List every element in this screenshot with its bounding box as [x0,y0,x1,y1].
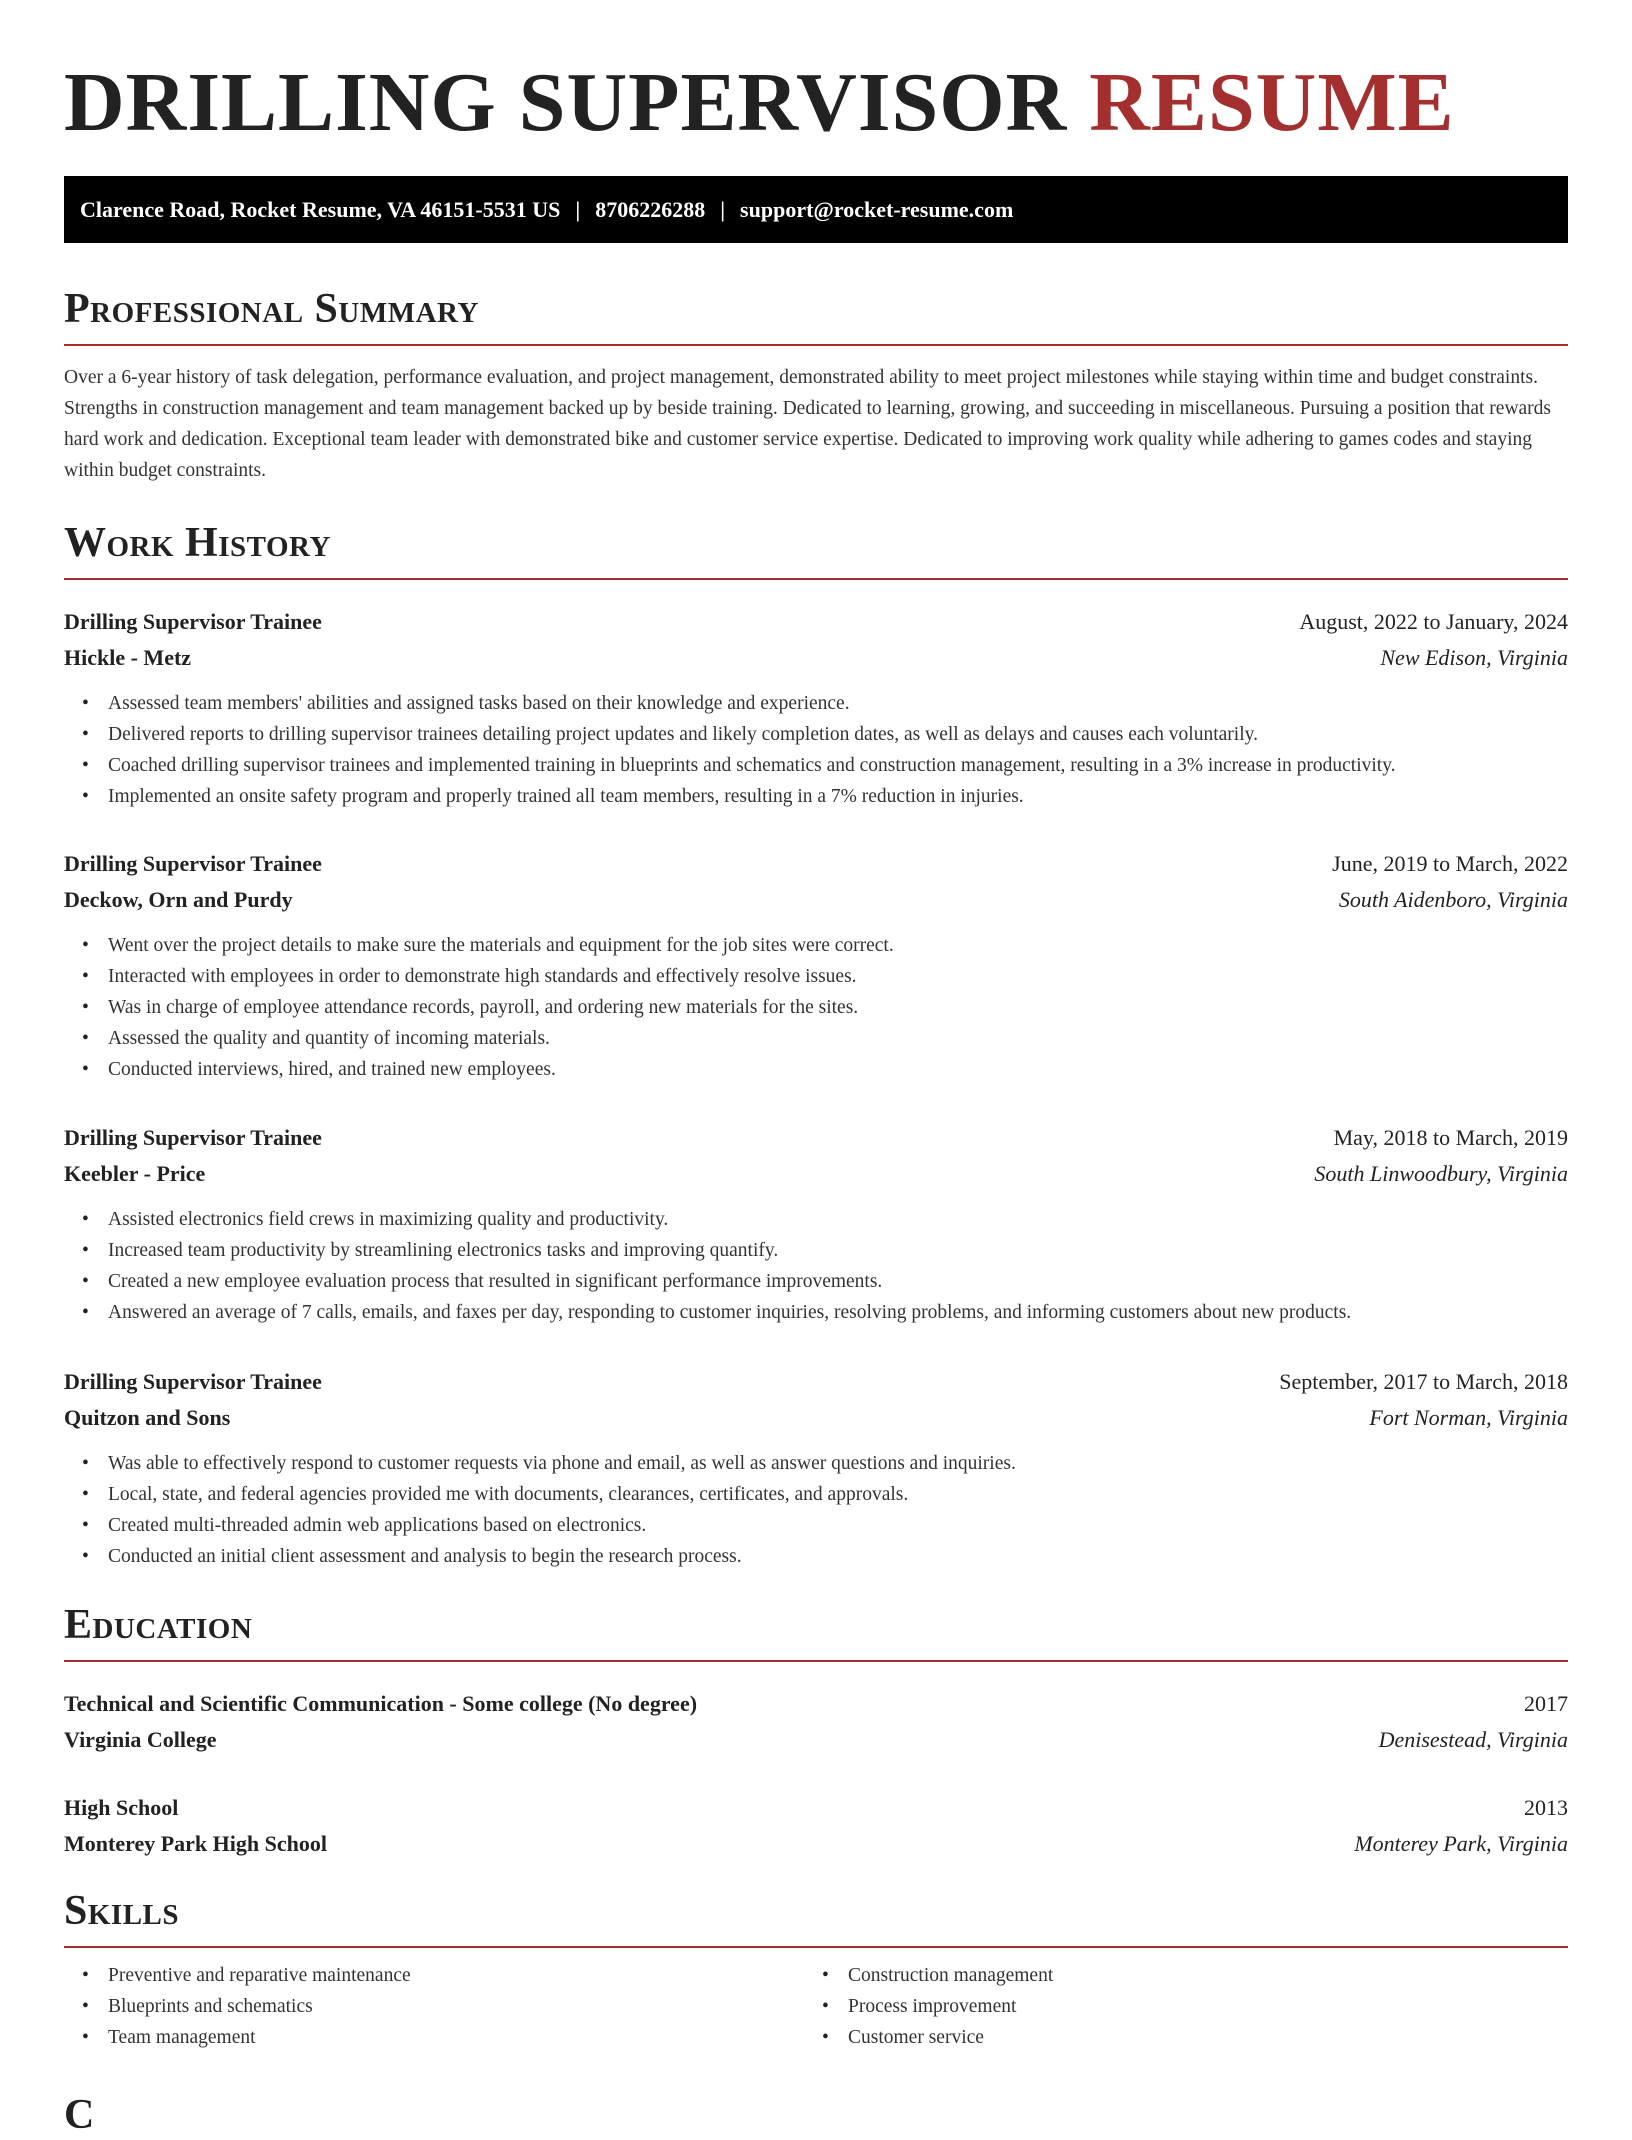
job-bullets [64,1204,1568,1328]
contact-separator: | [720,196,726,222]
contact-phone[interactable]: 8706226288 [595,196,706,222]
job-title-row [64,604,1568,640]
skills-column-left [64,1960,804,2053]
job-location: New Edison, Virginia [1380,645,1568,670]
job-bullets [64,688,1568,812]
job-dates: June, 2019 to March, 2022 [1332,851,1568,876]
education-degree: Technical and Scientific Communication - Some college (No degree) [64,1691,698,1716]
contact-bar [64,176,1568,243]
job-bullets [64,930,1568,1085]
skills-list [64,1960,804,2053]
education-degree-row [64,1790,1568,1826]
education-school-row [64,1722,1568,1758]
job-title: Drilling Supervisor Trainee [64,1125,322,1150]
section-divider [64,344,1568,346]
job-title: Drilling Supervisor Trainee [64,1369,322,1394]
job-title-row [64,846,1568,882]
title-main: DRILLING SUPERVISOR [64,56,1068,149]
education-section [64,1600,1568,1662]
job-dates: May, 2018 to March, 2019 [1333,1125,1568,1150]
job-company-row [64,1156,1568,1192]
job-title: Drilling Supervisor Trainee [64,609,322,634]
job-entry [64,1364,1568,1572]
skills-column-right [804,1960,1544,2053]
list-item: • Went over the project details to make sure the materials and equipment for the job sites were correct. [64,930,1568,961]
list-item: • Preventive and reparative maintenance [64,1960,804,1991]
list-item: • Process improvement [804,1991,1544,2022]
next-section-heading: C [64,2092,95,2138]
job-company: Hickle - Metz [64,645,192,670]
list-item: • Increased team productivity by streamlining electronics tasks and improving quantify. [64,1235,1568,1266]
job-company-row [64,882,1568,918]
section-divider [64,1946,1568,1948]
list-item: • Customer service [804,2022,1544,2053]
job-title-row [64,1120,1568,1156]
job-company-row [64,1400,1568,1436]
resume-title [64,58,1455,148]
skills-list [804,1960,1544,2053]
list-item: • Created multi-threaded admin web applications based on electronics. [64,1510,1568,1541]
list-item: • Created a new employee evaluation process that resulted in significant performance improvements. [64,1266,1568,1297]
education-location: Monterey Park, Virginia [1354,1831,1568,1856]
list-item: • Assessed the quality and quantity of incoming materials. [64,1023,1568,1054]
summary-section [64,284,1568,486]
list-item: • Answered an average of 7 calls, emails, and faxes per day, responding to customer inquiries, resolving problems, and informing customers about new products. [64,1297,1568,1328]
job-entry [64,604,1568,812]
skills-heading: Skills [64,1888,180,1934]
education-school: Virginia College [64,1727,217,1752]
education-school: Monterey Park High School [64,1831,327,1856]
work-history-heading: Work History [64,520,331,566]
contact-address: Clarence Road, Rocket Resume, VA 46151-5531 US [80,196,561,222]
list-item: • Assessed team members' abilities and assigned tasks based on their knowledge and experience. [64,688,1568,719]
contact-email[interactable]: support@rocket-resume.com [740,196,1014,222]
skills-grid [64,1960,1568,2053]
education-degree-row [64,1686,1568,1722]
list-item: • Team management [64,2022,804,2053]
job-location: South Linwoodbury, Virginia [1314,1161,1568,1186]
list-item: • Construction management [804,1960,1544,1991]
skills-section [64,1886,1568,2053]
education-year: 2017 [1524,1691,1568,1716]
title-accent: RESUME [1089,56,1455,149]
education-year: 2013 [1524,1795,1568,1820]
job-company: Deckow, Orn and Purdy [64,887,293,912]
job-company-row [64,640,1568,676]
job-title-row [64,1364,1568,1400]
job-location: South Aidenboro, Virginia [1338,887,1568,912]
list-item: • Interacted with employees in order to demonstrate high standards and effectively resolve issues. [64,961,1568,992]
contact-separator: | [575,196,581,222]
education-entry [64,1790,1568,1862]
education-location: Denisestead, Virginia [1378,1727,1568,1752]
work-history-section [64,518,1568,580]
list-item: • Assisted electronics field crews in maximizing quality and productivity. [64,1204,1568,1235]
summary-text: Over a 6-year history of task delegation, performance evaluation, and project management, demonstrated ability to meet project milestones while staying within time and budget constraints. Strengths in construction management and team management backed up by beside training. Dedicated to learning, growing, and succeeding in miscellaneous. Pursuing a position that rewards hard work and dedication. Exceptional team leader with demonstrated bike and customer service expertise. Dedicated to improving work quality while adhering to games codes and staying within budget constraints. [64,367,1552,481]
summary-heading: Professional Summary [64,286,479,332]
list-item: • Local, state, and federal agencies provided me with documents, clearances, certificates, and approvals. [64,1479,1568,1510]
list-item: • Was able to effectively respond to customer requests via phone and email, as well as answer questions and inquiries. [64,1448,1568,1479]
list-item: • Conducted an initial client assessment and analysis to begin the research process. [64,1541,1568,1572]
job-dates: September, 2017 to March, 2018 [1279,1369,1568,1394]
list-item: • Coached drilling supervisor trainees and implemented training in blueprints and schematics and construction management, resulting in a 3% increase in productivity. [64,750,1568,781]
job-bullets [64,1448,1568,1572]
job-dates: August, 2022 to January, 2024 [1299,609,1568,634]
section-divider [64,578,1568,580]
education-entry [64,1686,1568,1758]
job-company: Keebler - Price [64,1161,206,1186]
section-divider [64,1660,1568,1662]
job-entry [64,1120,1568,1328]
list-item: • Implemented an onsite safety program and properly trained all team members, resulting in a 7% reduction in injuries. [64,781,1568,812]
job-company: Quitzon and Sons [64,1405,231,1430]
job-entry [64,846,1568,1085]
education-degree: High School [64,1795,179,1820]
education-heading: Education [64,1602,253,1648]
list-item: • Conducted interviews, hired, and trained new employees. [64,1054,1568,1085]
job-location: Fort Norman, Virginia [1369,1405,1568,1430]
list-item: • Was in charge of employee attendance records, payroll, and ordering new materials for the sites. [64,992,1568,1023]
list-item: • Blueprints and schematics [64,1991,804,2022]
education-school-row [64,1826,1568,1862]
job-title: Drilling Supervisor Trainee [64,851,322,876]
list-item: • Delivered reports to drilling supervisor trainees detailing project updates and likely completion dates, as well as delays and causes each voluntarily. [64,719,1568,750]
